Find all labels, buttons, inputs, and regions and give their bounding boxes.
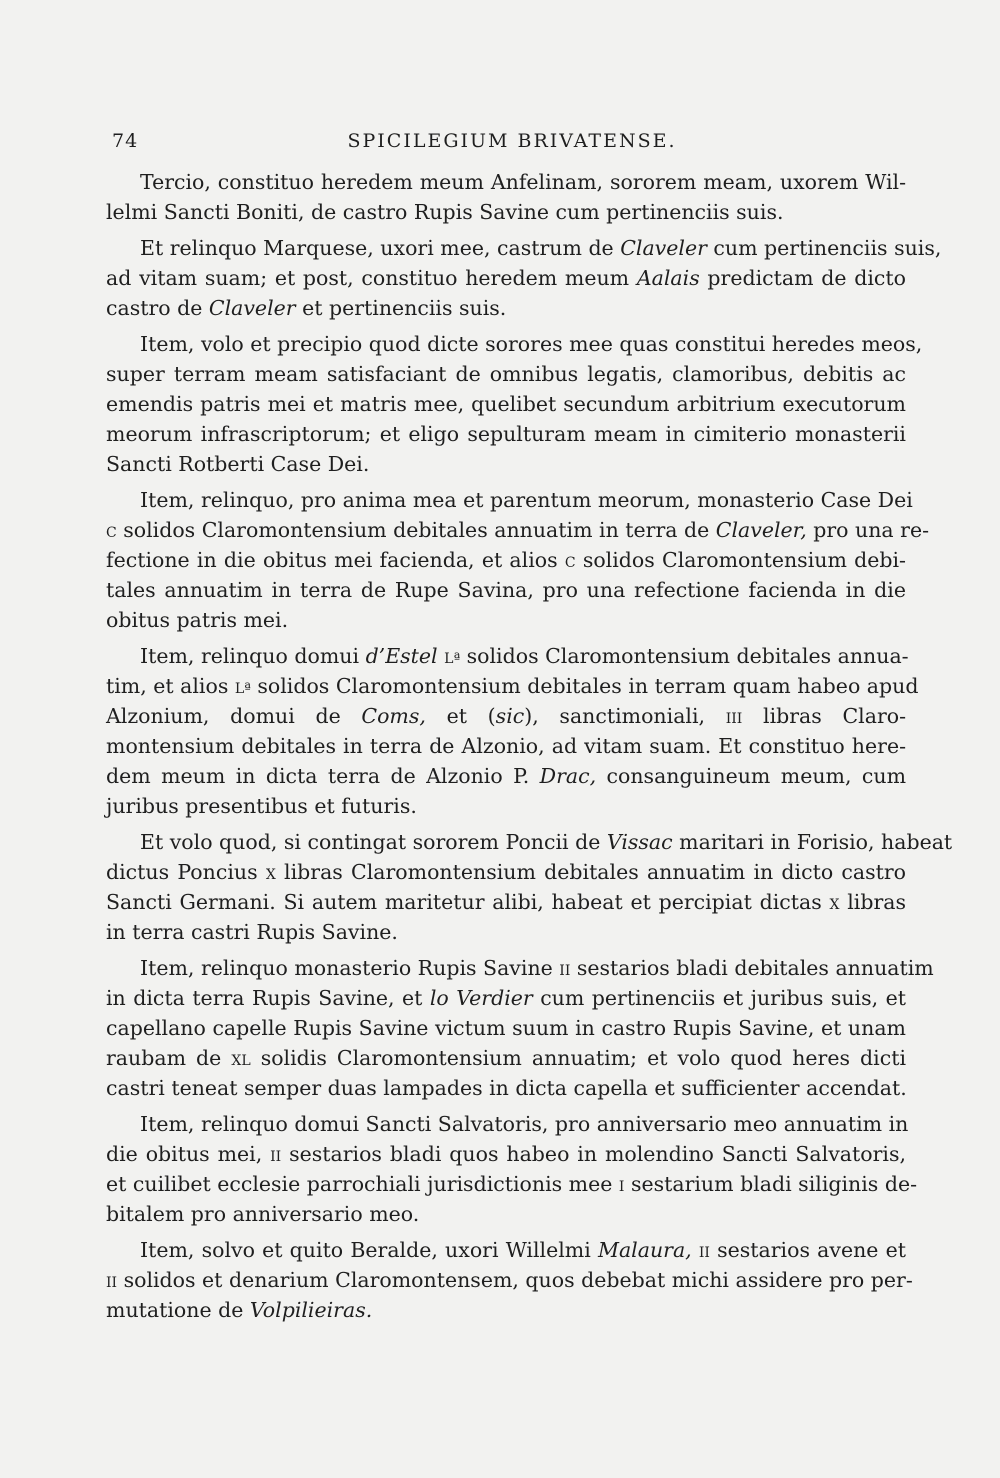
text-run: sestarios bladi quos habeo in molendino Sancti Salvatoris, (281, 1142, 906, 1166)
text-line (106, 575, 906, 605)
text-run: et ( (425, 704, 496, 728)
text-run: juribus presentibus et futuris. (106, 794, 417, 818)
text-run: ad vitam suam; et post, constituo heredem meum (106, 266, 637, 290)
text-run: mutatione de (106, 1298, 250, 1322)
page-number: 74 (112, 130, 139, 152)
text-run: sestarios bladi debitales annuatim (570, 956, 934, 980)
text-line (106, 641, 909, 671)
small-caps-numeral: C (106, 525, 117, 541)
paragraph (106, 827, 953, 947)
small-caps-numeral: II (106, 1275, 118, 1291)
italic-text: Coms, (361, 704, 426, 728)
text-line (106, 827, 953, 857)
text-run: montensium debitales in terra de Alzonio, ad vitam suam. Et constituo here- (106, 734, 906, 758)
text-line (106, 1013, 906, 1043)
italic-text: d’Estel (365, 644, 438, 668)
paragraph (106, 329, 923, 479)
text-run: solidos Claromontensium debitales annuatim in terra de (116, 518, 716, 542)
paragraph (106, 485, 930, 635)
text-run: sestarium bladi siliginis de- (624, 1172, 918, 1196)
text-line (106, 329, 923, 359)
text-line (106, 419, 906, 449)
paragraph (106, 233, 942, 323)
text-run: raubam de (106, 1046, 232, 1070)
text-run: sestarios avene et (709, 1238, 906, 1262)
text-run: tales annuatim in terra de Rupe Savina, pro una refectione facienda in die (106, 578, 906, 602)
text-run: capellano capelle Rupis Savine victum suum in castro Rupis Savine, et unam (106, 1016, 906, 1040)
text-line (106, 1199, 906, 1229)
small-caps-numeral: Lª (444, 651, 461, 667)
text-run: et cuilibet ecclesie parrochiali jurisdictionis mee (106, 1172, 619, 1196)
text-run: solidos et denarium Claromontensem, quos debebat michi assidere pro per- (117, 1268, 913, 1292)
text-line (106, 263, 906, 293)
page-header (112, 130, 912, 160)
italic-text: lo Verdier (429, 986, 533, 1010)
paragraph (106, 1109, 918, 1229)
text-run: lelmi Sancti Boniti, de castro Rupis Savine cum pertinenciis suis. (106, 200, 784, 224)
text-run: pro una re- (806, 518, 930, 542)
italic-text: sic (495, 704, 525, 728)
text-run: solidos Claromontensium debitales in terram quam habeo apud (250, 674, 919, 698)
text-run: ), sanctimoniali, (524, 704, 726, 728)
small-caps-numeral: II (698, 1245, 710, 1261)
text-line (106, 983, 906, 1013)
text-run: predictam de dicto (699, 266, 906, 290)
paragraph (106, 641, 919, 821)
text-run: solidos Claromontensium debitales annua- (460, 644, 909, 668)
text-run: libras (839, 890, 906, 914)
running-title: SPICILEGIUM BRIVATENSE. (347, 130, 677, 152)
text-run: in terra castri Rupis Savine. (106, 920, 398, 944)
text-line (106, 791, 906, 821)
text-run: castro de (106, 296, 209, 320)
text-run: cum pertinenciis et juribus suis, et (532, 986, 906, 1010)
text-line (106, 1235, 906, 1265)
text-run: die obitus mei, (106, 1142, 271, 1166)
italic-text: Drac, (539, 764, 597, 788)
text-line (106, 515, 930, 545)
text-run: castri teneat semper duas lampades in dicta capella et sufficienter accendat. (106, 1076, 907, 1100)
text-line (106, 953, 934, 983)
text-run: emendis patris mei et matris mee, quelibet secundum arbitrium executorum (106, 392, 906, 416)
text-run: Item, relinquo monasterio Rupis Savine (140, 956, 560, 980)
text-line (106, 389, 906, 419)
text-run: maritari in Forisio, habeat (672, 830, 953, 854)
text-run: super terram meam satisfaciant de omnibus legatis, clamoribus, debitis ac (106, 362, 906, 386)
text-run: Alzonium, domui de (106, 704, 362, 728)
text-line (106, 887, 906, 917)
text-run: obitus patris mei. (106, 608, 289, 632)
text-run: cum pertinenciis suis, (706, 236, 942, 260)
text-run: Item, relinquo domui (140, 644, 366, 668)
body-text (106, 167, 953, 1331)
small-caps-numeral: II (270, 1149, 282, 1165)
small-caps-numeral: II (559, 963, 571, 979)
text-run: in dicta terra Rupis Savine, et (106, 986, 430, 1010)
text-run: Item, solvo et quito Beralde, uxori Willelmi (140, 1238, 598, 1262)
text-line (106, 293, 906, 323)
small-caps-numeral: I (618, 1179, 625, 1195)
italic-text: Vissac (606, 830, 673, 854)
text-line (106, 167, 906, 197)
text-line (106, 1265, 913, 1295)
italic-text: Claveler (620, 236, 707, 260)
paragraph (106, 1235, 913, 1325)
text-line (106, 545, 906, 575)
text-line (106, 197, 906, 227)
text-line (106, 1109, 909, 1139)
text-run: dictus Poncius (106, 860, 266, 884)
text-run: Sancti Rotberti Case Dei. (106, 452, 370, 476)
text-run: et pertinenciis suis. (295, 296, 507, 320)
text-line (106, 1169, 918, 1199)
text-line (106, 917, 906, 947)
text-line (106, 485, 913, 515)
text-run (692, 1238, 699, 1262)
text-run: Et relinquo Marquese, uxori mee, castrum de (140, 236, 621, 260)
small-caps-numeral: XL (231, 1053, 251, 1069)
italic-text: Volpilieiras. (249, 1298, 373, 1322)
text-run: Item, volo et precipio quod dicte sorores mee quas constitui heredes meos, (140, 332, 923, 356)
text-line (106, 1139, 906, 1169)
small-caps-numeral: X (829, 897, 840, 913)
italic-text: Claveler, (715, 518, 807, 542)
text-run: consanguineum meum, cum (596, 764, 907, 788)
italic-text: Malaura, (597, 1238, 692, 1262)
text-line (106, 449, 906, 479)
text-line (106, 857, 906, 887)
text-run: bitalem pro anniversario meo. (106, 1202, 420, 1226)
text-run: solidos Claromontensium debi- (575, 548, 906, 572)
text-line (106, 701, 906, 731)
text-line (106, 1295, 906, 1325)
text-run: libras Claro- (742, 704, 907, 728)
text-line (106, 359, 906, 389)
small-caps-numeral: X (265, 867, 276, 883)
text-line (106, 233, 942, 263)
text-line (106, 1043, 906, 1073)
text-run: meorum infrascriptorum; et eligo sepulturam meam in cimiterio monasterii (106, 422, 906, 446)
text-line (106, 1073, 906, 1103)
text-run: solidis Claromontensium annuatim; et volo quod heres dicti (250, 1046, 907, 1070)
text-run: Item, relinquo domui Sancti Salvatoris, pro anniversario meo annuatim in (140, 1112, 909, 1136)
text-run: Et volo quod, si contingat sororem Poncii de (140, 830, 607, 854)
text-run: fectione in die obitus mei facienda, et alios (106, 548, 565, 572)
small-caps-numeral: Lª (234, 681, 251, 697)
paragraph (106, 167, 906, 227)
small-caps-numeral: III (725, 711, 743, 727)
italic-text: Aalais (636, 266, 700, 290)
text-run: Sancti Germani. Si autem maritetur alibi, habeat et percipiat dictas (106, 890, 830, 914)
small-caps-numeral: C (564, 555, 576, 571)
text-run: Item, relinquo, pro anima mea et parentum meorum, monasterio Case Dei (140, 488, 913, 512)
paragraph (106, 953, 934, 1103)
text-line (106, 731, 906, 761)
text-run: dem meum in dicta terra de Alzonio P. (106, 764, 540, 788)
text-line (106, 671, 919, 701)
text-line (106, 605, 906, 635)
text-run: tim, et alios (106, 674, 235, 698)
text-run: Tercio, constituo heredem meum Anfelinam, sororem meam, uxorem Wil- (140, 170, 906, 194)
text-line (106, 761, 906, 791)
text-run: libras Claromontensium debitales annuatim in dicto castro (275, 860, 906, 884)
italic-text: Claveler (208, 296, 296, 320)
